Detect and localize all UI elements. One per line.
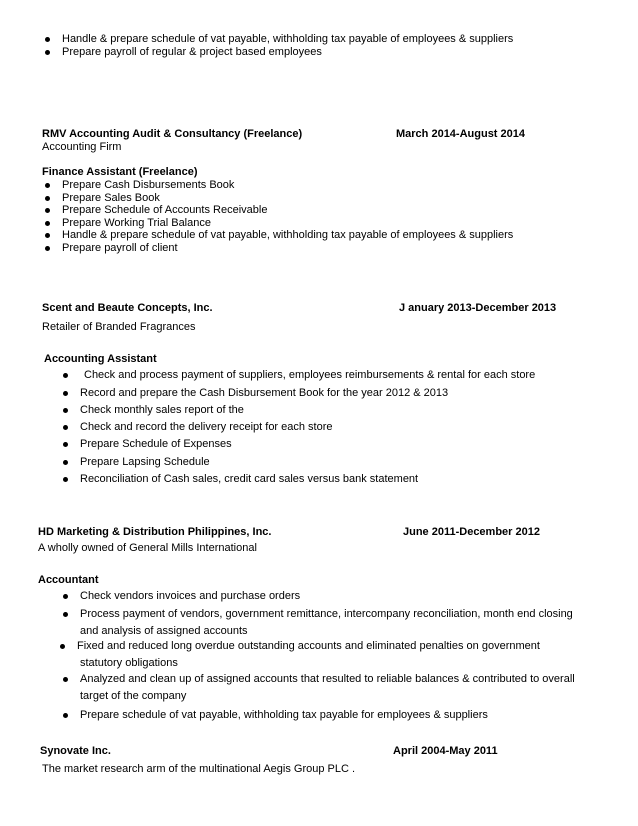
rmv-bullet-5: Handle & prepare schedule of vat payable, withholding tax payable of employees & suppliers xyxy=(62,229,514,241)
bullet-icon xyxy=(45,37,50,42)
synovate-company: Synovate Inc. xyxy=(40,745,111,757)
synovate-dates: April 2004-May 2011 xyxy=(393,745,498,757)
scent-bullet-4: Check and record the delivery receipt for each store xyxy=(80,421,333,433)
bullet-icon xyxy=(45,246,50,251)
rmv-bullet-2: Prepare Sales Book xyxy=(62,192,160,204)
bullet-icon xyxy=(45,50,50,55)
bullet-icon xyxy=(63,477,68,482)
bullet-icon xyxy=(45,221,50,226)
bullet-icon xyxy=(63,713,68,718)
bullet-icon xyxy=(45,196,50,201)
scent-bullet-5: Prepare Schedule of Expenses xyxy=(80,438,232,450)
rmv-role: Finance Assistant (Freelance) xyxy=(42,166,198,178)
scent-bullet-2: Record and prepare the Cash Disbursement Book for the year 2012 & 2013 xyxy=(80,387,449,399)
hd-dates: June 2011-December 2012 xyxy=(403,526,540,538)
hd-bullet-4: Analyzed and clean up of assigned accounts that resulted to reliable balances & contributed to overall xyxy=(80,673,575,685)
hd-bullet-5: Prepare schedule of vat payable, withholding tax payable for employees & suppliers xyxy=(80,709,488,721)
scent-bullet-7: Reconciliation of Cash sales, credit card sales versus bank statement xyxy=(80,473,419,485)
hd-bullet-4-cont: target of the company xyxy=(80,690,187,702)
hd-bullet-1: Check vendors invoices and purchase orders xyxy=(80,590,301,602)
rmv-bullet-4: Prepare Working Trial Balance xyxy=(62,217,211,229)
scent-bullet-1: Check and process payment of suppliers, employees reimbursements & rental for each store xyxy=(84,369,536,381)
rmv-bullet-3: Prepare Schedule of Accounts Receivable xyxy=(62,204,268,216)
bullet-icon xyxy=(63,594,68,599)
top-bullet-1: Handle & prepare schedule of vat payable, withholding tax payable of employees & suppliers xyxy=(62,33,514,45)
hd-bullet-3: Fixed and reduced long overdue outstanding accounts and eliminated penalties on government xyxy=(77,640,540,652)
bullet-icon xyxy=(63,612,68,617)
rmv-bullet-6: Prepare payroll of client xyxy=(62,242,178,254)
scent-bullet-3: Check monthly sales report of the xyxy=(80,404,244,416)
scent-desc: Retailer of Branded Fragrances xyxy=(42,321,196,333)
rmv-dates: March 2014-August 2014 xyxy=(396,128,525,140)
bullet-icon xyxy=(45,208,50,213)
rmv-bullet-1: Prepare Cash Disbursements Book xyxy=(62,179,235,191)
bullet-icon xyxy=(63,408,68,413)
bullet-icon xyxy=(63,460,68,465)
hd-bullet-2-cont: and analysis of assigned accounts xyxy=(80,625,248,637)
bullet-icon xyxy=(63,677,68,682)
synovate-desc: The market research arm of the multinational Aegis Group PLC . xyxy=(42,763,356,775)
bullet-icon xyxy=(63,391,68,396)
bullet-icon xyxy=(63,425,68,430)
rmv-desc: Accounting Firm xyxy=(42,141,122,153)
hd-desc: A wholly owned of General Mills International xyxy=(38,542,257,554)
hd-company: HD Marketing & Distribution Philippines, Inc. xyxy=(38,526,272,538)
rmv-company: RMV Accounting Audit & Consultancy (Freelance) xyxy=(42,128,303,140)
scent-dates: J anuary 2013-December 2013 xyxy=(399,302,557,314)
top-bullet-2: Prepare payroll of regular & project based employees xyxy=(62,46,322,58)
bullet-icon xyxy=(63,442,68,447)
bullet-icon xyxy=(63,373,68,378)
bullet-icon xyxy=(60,644,65,649)
scent-role: Accounting Assistant xyxy=(44,353,157,365)
scent-company: Scent and Beaute Concepts, Inc. xyxy=(42,302,213,314)
scent-bullet-6: Prepare Lapsing Schedule xyxy=(80,456,210,468)
hd-bullet-2: Process payment of vendors, government remittance, intercompany reconciliation, month end closing xyxy=(80,608,573,620)
bullet-icon xyxy=(45,233,50,238)
bullet-icon xyxy=(45,183,50,188)
hd-role: Accountant xyxy=(38,574,99,586)
hd-bullet-3-cont: statutory obligations xyxy=(80,657,178,669)
